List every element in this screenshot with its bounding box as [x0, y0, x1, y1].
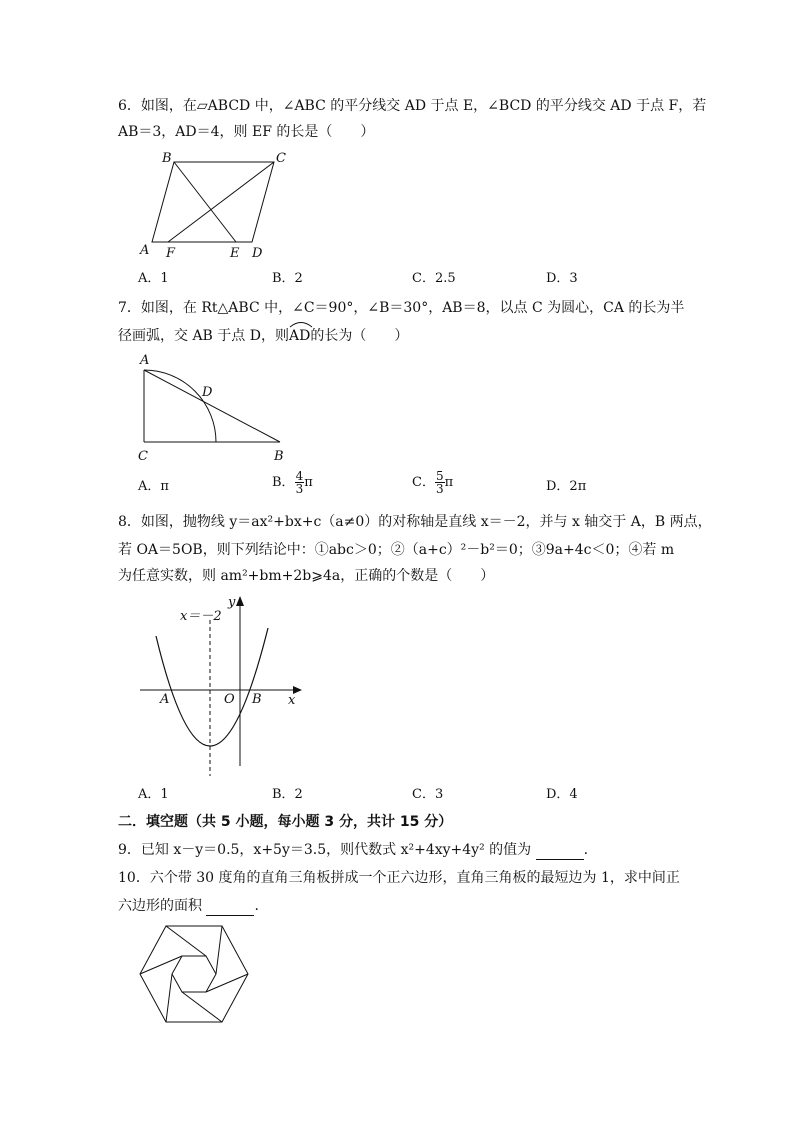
q7-option-c-fraction: $\frac{5}{3}$: [435, 469, 444, 496]
q7-option-b-fraction: $\frac{4}{3}$: [295, 469, 304, 496]
q6-label-b: B: [162, 151, 172, 166]
q7-triangle-figure: [130, 350, 300, 465]
q9-text: 9．已知 x－y＝0.5，x+5y＝3.5，则代数式 x²+4xy+4y² 的值为 .: [118, 842, 589, 858]
q7-text-line2: [118, 326, 718, 346]
q6-label-a: A: [140, 243, 150, 258]
q7-text-line1: 7．如图，在 Rt△ABC 中，∠C＝90°，∠B＝30°，AB＝8，以点 C 为圆心，CA 的长为半: [118, 300, 685, 316]
q8-text-line1: 8．如图，抛物线 y＝ax²+bx+c（a≠0）的对称轴是直线 x＝－2，并与 x 轴交于 A，B 两点，: [118, 514, 712, 530]
q6-label-f: F: [166, 246, 176, 261]
q7-label-c: C: [138, 449, 148, 464]
q7-option-d[interactable]: D．2π: [546, 479, 587, 494]
q6-parallelogram-figure: [138, 150, 298, 262]
q10-hexagon-figure: [136, 922, 252, 1026]
q8-label-a: A: [160, 692, 170, 707]
section-fill-in-blank-title: 二．填空题（共 5 小题，每小题 3 分，共计 15 分）: [118, 814, 453, 830]
q7-arc-ad: AD: [289, 326, 310, 346]
q7-text-line2-pre: 径画弧，交 AB 于点 D，则: [118, 328, 289, 344]
q7-label-a: A: [140, 353, 150, 368]
q8-label-x: x: [288, 693, 296, 708]
q8-label-b: B: [252, 692, 262, 707]
q7-label-d: D: [202, 385, 213, 400]
q10-text-line2: 六边形的面积 .: [118, 898, 259, 914]
q7-option-b[interactable]: B． $\frac{4}{3}$ π: [272, 469, 313, 496]
q6-label-d: D: [252, 246, 263, 261]
q6-text-line2: AB＝3，AD＝4，则 EF 的长是（ ）: [118, 124, 375, 140]
q6-option-a[interactable]: A．1: [138, 271, 169, 286]
q8-option-b[interactable]: B．2: [272, 787, 303, 802]
q8-label-axis: x＝－2: [180, 609, 222, 624]
q8-parabola-figure: [136, 590, 311, 780]
q8-label-y: y: [228, 595, 236, 610]
q6-option-c[interactable]: C．2.5: [412, 271, 456, 286]
q7-text-line2-post: 的长为（ ）: [310, 328, 409, 344]
q8-label-o: O: [224, 692, 235, 707]
q8-option-c[interactable]: C．3: [412, 787, 444, 802]
q6-option-b[interactable]: B．2: [272, 271, 303, 286]
q9-answer-blank[interactable]: [536, 845, 584, 860]
q8-text-line2: 若 OA＝5OB，则下列结论中：①abc＞0；②（a+c）²－b²＝0；③9a+4c＜0；④若 m: [118, 542, 675, 558]
q10-answer-blank[interactable]: [206, 901, 254, 916]
q10-text-line1: 10．六个带 30 度角的直角三角板拼成一个正六边形，直角三角板的最短边为 1，求中间正: [118, 870, 680, 886]
q8-text-line3: 为任意实数，则 am²+bm+2b⩾4a，正确的个数是（ ）: [118, 568, 495, 584]
q8-option-d[interactable]: D．4: [546, 787, 578, 802]
q7-label-b: B: [274, 449, 284, 464]
q8-option-a[interactable]: A．1: [138, 787, 169, 802]
q7-option-c[interactable]: C． $\frac{5}{3}$ π: [412, 469, 454, 496]
q6-text-line1: 6．如图，在▱ABCD 中，∠ABC 的平分线交 AD 于点 E，∠BCD 的平分线交 AD 于点 F，若: [118, 98, 707, 114]
q7-option-a[interactable]: A．π: [138, 479, 169, 494]
q6-label-c: C: [276, 151, 286, 166]
q6-option-d[interactable]: D．3: [546, 271, 578, 286]
q6-label-e: E: [230, 246, 240, 261]
